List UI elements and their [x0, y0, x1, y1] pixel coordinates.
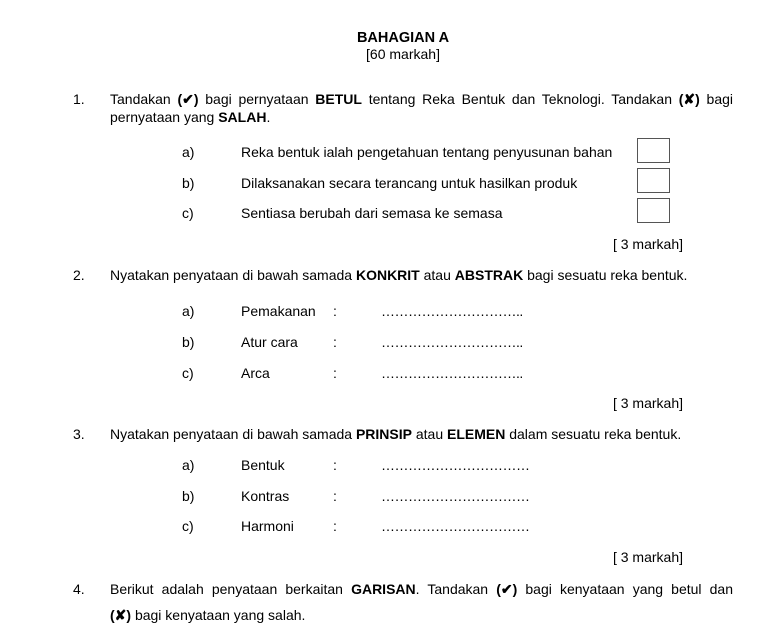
q1-item-c-answer-box[interactable] — [637, 198, 670, 223]
q2-item-c-colon: : — [333, 365, 337, 381]
q1-item-b-text: Dilaksanakan secara terancang untuk hasilkan produk — [241, 175, 578, 191]
q2-item-a-colon: : — [333, 303, 337, 319]
q3-item-b-label: b) — [182, 488, 195, 504]
q3-item-b-text: Kontras — [241, 488, 290, 504]
q2-item-b-colon: : — [333, 334, 337, 350]
q1-item-b-answer-box[interactable] — [637, 168, 670, 193]
q3-item-a-text: Bentuk — [241, 457, 285, 473]
question-4-line-2: (✘) bagi kenyataan yang salah. — [110, 607, 306, 623]
q2-item-a-label: a) — [182, 303, 195, 319]
q3-item-b-answer-line[interactable]: …………………………… — [381, 488, 530, 504]
q3-item-a-label: a) — [182, 457, 195, 473]
question-3-line-1: Nyatakan penyataan di bawah samada PRINSIP atau ELEMEN dalam sesuatu reka bentuk. — [110, 426, 682, 442]
q3-item-c-colon: : — [333, 518, 337, 534]
q2-item-b-label: b) — [182, 334, 195, 350]
question-1-line-1: Tandakan (✔) bagi pernyataan BETUL tentang Reka Bentuk dan Teknologi. Tandakan (✘) bagi — [110, 91, 734, 107]
q2-item-c-text: Arca — [241, 365, 270, 381]
question-3-marks: [ 3 markah] — [612, 549, 683, 565]
question-2-marks: [ 3 markah] — [612, 395, 683, 411]
question-2-line-1: Nyatakan penyataan di bawah samada KONKRIT atau ABSTRAK bagi sesuatu reka bentuk. — [110, 267, 688, 283]
q1-item-a-text: Reka bentuk ialah pengetahuan tentang penyusunan bahan — [241, 144, 613, 160]
q1-item-c-text: Sentiasa berubah dari semasa ke semasa — [241, 205, 503, 221]
q2-item-b-text: Atur cara — [241, 334, 298, 350]
q2-item-c-label: c) — [182, 365, 194, 381]
q1-item-b-label: b) — [182, 175, 195, 191]
question-4-line-1: Berikut adalah penyataan berkaitan GARISAN. Tandakan (✔) bagi kenyataan yang betul dan — [110, 581, 733, 597]
section-title: BAHAGIAN A — [356, 30, 450, 46]
question-1-line-2: pernyataan yang SALAH. — [110, 109, 271, 125]
q3-item-b-colon: : — [333, 488, 337, 504]
q1-item-a-answer-box[interactable] — [637, 138, 670, 163]
q3-item-c-answer-line[interactable]: …………………………… — [381, 518, 530, 534]
question-1-number: 1. — [73, 91, 85, 107]
q2-item-a-text: Pemakanan — [241, 303, 316, 319]
question-4-number: 4. — [73, 581, 85, 597]
question-2-number: 2. — [73, 267, 85, 283]
q2-item-b-answer-line[interactable]: ………………………….. — [381, 334, 523, 350]
question-1-marks: [ 3 markah] — [612, 236, 683, 252]
q3-item-a-answer-line[interactable]: …………………………… — [381, 457, 530, 473]
q1-item-c-label: c) — [182, 205, 194, 221]
q2-item-a-answer-line[interactable]: ………………………….. — [381, 303, 523, 319]
q3-item-c-text: Harmoni — [241, 518, 294, 534]
question-3-number: 3. — [73, 426, 85, 442]
q3-item-a-colon: : — [333, 457, 337, 473]
q2-item-c-answer-line[interactable]: ………………………….. — [381, 365, 523, 381]
q1-item-a-label: a) — [182, 144, 195, 160]
q3-item-c-label: c) — [182, 518, 194, 534]
section-total-marks: [60 markah] — [366, 46, 440, 62]
